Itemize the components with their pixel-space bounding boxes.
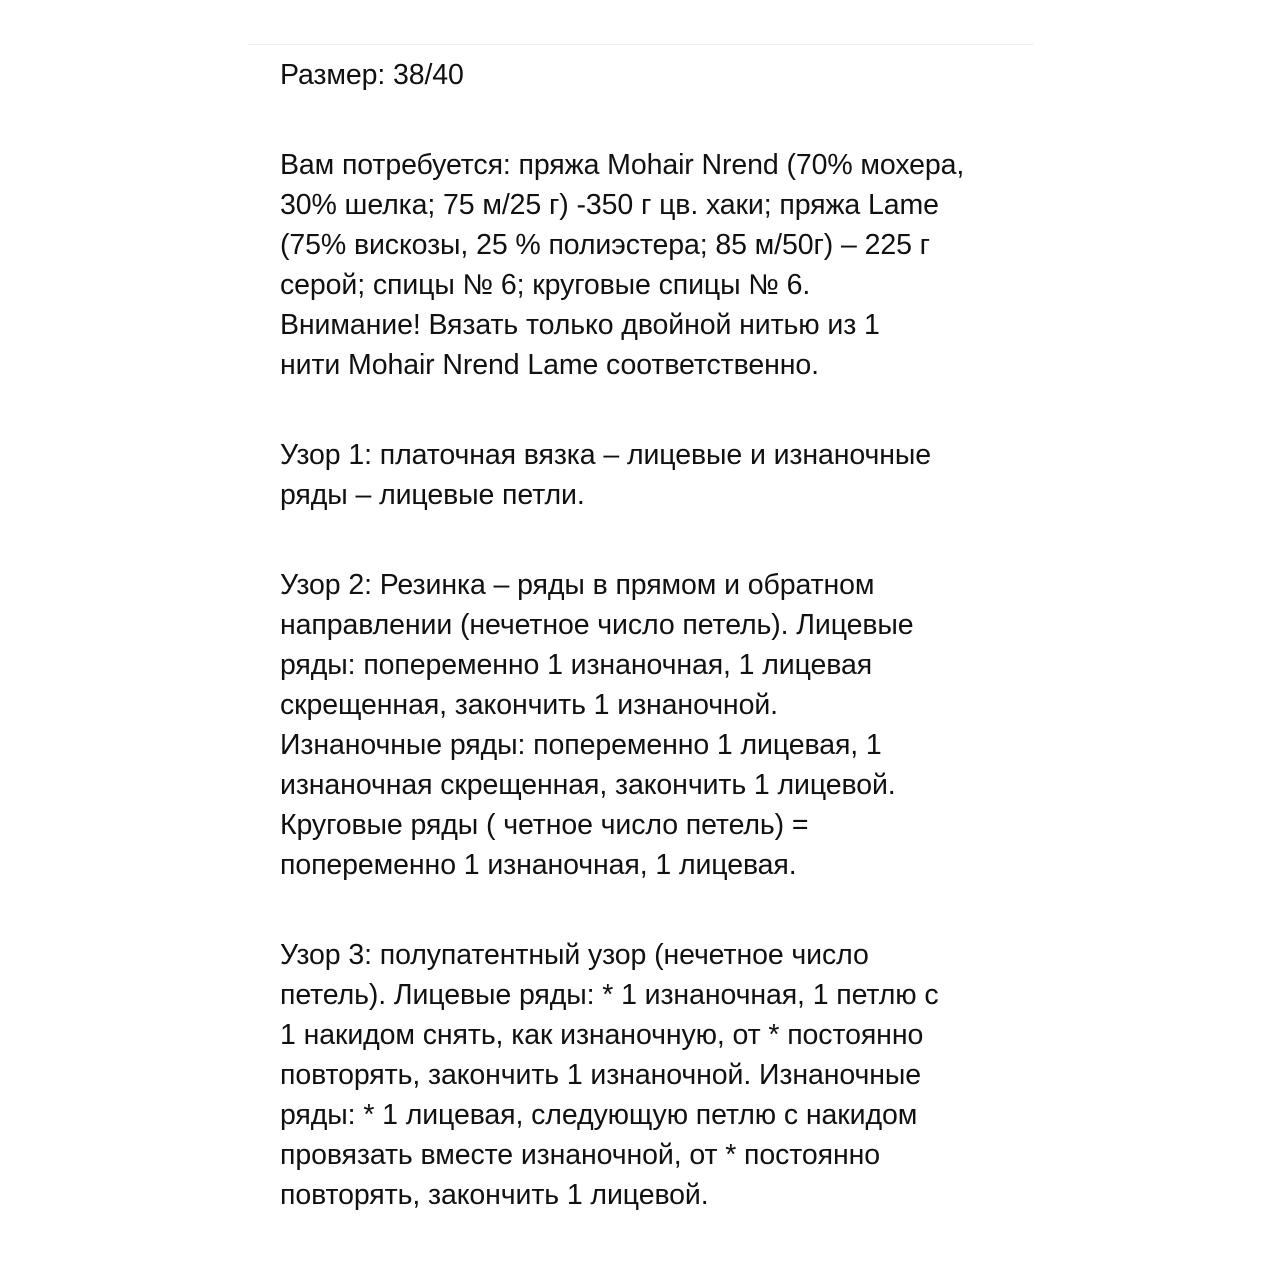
pattern-2-line: скрещенная, закончить 1 изнаночной. bbox=[280, 689, 778, 721]
materials-line: Вам потребуется: пряжа Mohair Nrend (70% мохера, bbox=[280, 149, 965, 181]
pattern-3-line: петель). Лицевые ряды: * 1 изнаночная, 1 петлю с bbox=[280, 979, 939, 1011]
materials-line: Внимание! Вязать только двойной нитью из 1 bbox=[280, 309, 880, 341]
knitting-pattern-document bbox=[280, 55, 1040, 1215]
materials-line: (75% вискозы, 25 % полиэстера; 85 м/50г) – 225 г bbox=[280, 229, 930, 261]
pattern-1-paragraph bbox=[280, 435, 1040, 515]
pattern-2-line: Изнаночные ряды: попеременно 1 лицевая, 1 bbox=[280, 729, 882, 761]
top-divider bbox=[248, 44, 1034, 45]
pattern-2-line: попеременно 1 изнаночная, 1 лицевая. bbox=[280, 849, 797, 881]
pattern-3-line: повторять, закончить 1 лицевой. bbox=[280, 1179, 709, 1211]
pattern-3-line: повторять, закончить 1 изнаночной. Изнаночные bbox=[280, 1059, 921, 1091]
pattern-1-line: ряды – лицевые петли. bbox=[280, 479, 585, 511]
pattern-2-paragraph bbox=[280, 565, 1040, 885]
pattern-3-line: ряды: * 1 лицевая, следующую петлю с накидом bbox=[280, 1099, 918, 1131]
pattern-1-line: Узор 1: платочная вязка – лицевые и изнаночные bbox=[280, 439, 932, 471]
pattern-3-line: 1 накидом снять, как изнаночную, от * постоянно bbox=[280, 1019, 924, 1051]
paragraph-gap bbox=[280, 515, 1040, 565]
materials-line: серой; спицы № 6; круговые спицы № 6. bbox=[280, 269, 811, 301]
pattern-2-line: ряды: попеременно 1 изнаночная, 1 лицевая bbox=[280, 649, 873, 681]
paragraph-gap bbox=[280, 885, 1040, 935]
size-line: Размер: 38/40 bbox=[280, 59, 464, 91]
pattern-3-paragraph bbox=[280, 935, 1040, 1215]
pattern-2-line: направлении (нечетное число петель). Лицевые bbox=[280, 609, 914, 641]
paragraph-gap bbox=[280, 95, 1040, 145]
pattern-2-line: Круговые ряды ( четное число петель) = bbox=[280, 809, 809, 841]
pattern-3-line: провязать вместе изнаночной, от * постоянно bbox=[280, 1139, 881, 1171]
pattern-2-line: изнаночная скрещенная, закончить 1 лицевой. bbox=[280, 769, 896, 801]
materials-paragraph bbox=[280, 145, 1040, 385]
paragraph-gap bbox=[280, 385, 1040, 435]
pattern-3-line: Узор 3: полупатентный узор (нечетное число bbox=[280, 939, 869, 971]
materials-line: нити Mohair Nrend Lame соответственно. bbox=[280, 349, 819, 381]
materials-line: 30% шелка; 75 м/25 г) -350 г цв. хаки; пряжа Lame bbox=[280, 189, 939, 221]
pattern-2-line: Узор 2: Резинка – ряды в прямом и обратном bbox=[280, 569, 875, 601]
